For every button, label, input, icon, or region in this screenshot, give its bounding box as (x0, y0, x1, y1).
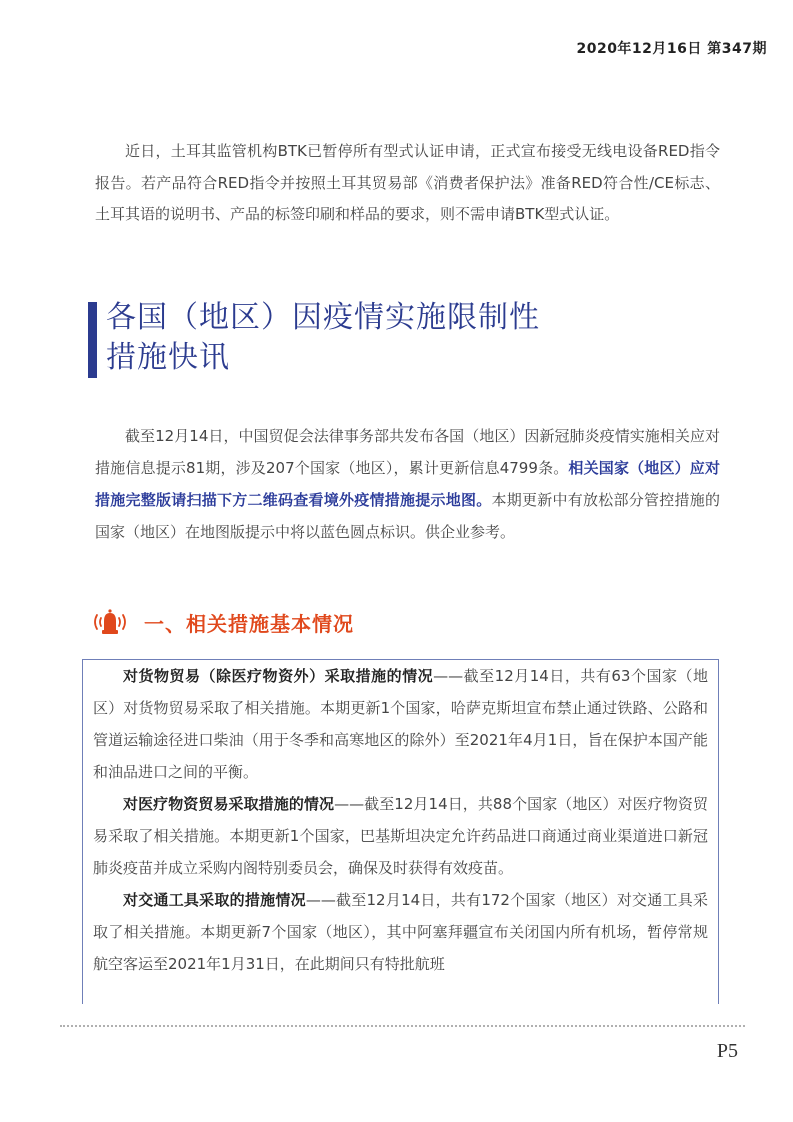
alarm-icon (90, 606, 130, 638)
measure-text-goods: ——截至12月14日，共有63个国家（地区）对货物贸易采取了相关措施。本期更新1个国家，哈萨克斯坦宣布禁止通过铁路、公路和管道运输途径进口柴油（用于冬季和高寒地区的除外）至2021年4月1日，旨在保护本国产能和油品进口之间的平衡。 (93, 667, 708, 781)
issue-date: 2020年12月16日 第347期 (576, 41, 767, 57)
measure-paragraph-medical (93, 788, 708, 884)
measure-paragraph-transport (93, 884, 708, 980)
summary-section (95, 420, 720, 548)
measure-heading-medical: 对医疗物资贸易采取措施的情况 (123, 795, 335, 813)
section-heading (88, 298, 540, 378)
intro-section (95, 136, 720, 231)
measure-heading-transport: 对交通工具采取的措施情况 (123, 891, 306, 909)
summary-text-2: 本期更新中有放松部分管控措施的国家（地区）在地图版提示中将以蓝色圆点标识。供企业参考。 (95, 491, 720, 541)
footer-divider (60, 1025, 745, 1027)
summary-paragraph (95, 420, 720, 548)
qr-map-link-text: 相关国家（地区）应对措施完整版请扫描下方二维码查看境外疫情措施提示地图。 (95, 459, 720, 509)
heading-accent-bar (88, 302, 97, 378)
measures-box (82, 659, 719, 1004)
measure-text-transport: ——截至12月14日，共有172个国家（地区）对交通工具采取了相关措施。本期更新7个国家（地区），其中阿塞拜疆宣布关闭国内所有机场，暂停常规航空客运至2021年1月31日，在此期间只有特批航班 (93, 891, 708, 973)
intro-paragraph: 近日，土耳其监管机构BTK已暂停所有型式认证申请，正式宣布接受无线电设备RED指令报告。若产品符合RED指令并按照土耳其贸易部《消费者保护法》准备RED符合性/CE标志、土耳其语的说明书、产品的标签印刷和样品的要求，则不需申请BTK型式认证。 (95, 142, 720, 223)
measure-text-medical: ——截至12月14日，共88个国家（地区）对医疗物资贸易采取了相关措施。本期更新1个国家，巴基斯坦决定允许药品进口商通过商业渠道进口新冠肺炎疫苗并成立采购内阁特别委员会，确保及时获得有效疫苗。 (93, 795, 708, 877)
heading-line-2: 措施快讯 (106, 340, 230, 375)
subsection-title-text: 一、相关措施基本情况 (144, 611, 354, 636)
page-number: P5 (716, 1040, 738, 1062)
summary-text-1: 截至12月14日，中国贸促会法律事务部共发布各国（地区）因新冠肺炎疫情实施相关应对措施信息提示81期，涉及207个国家（地区），累计更新信息4799条。 (95, 427, 720, 477)
heading-line-1: 各国（地区）因疫情实施限制性 (106, 300, 540, 335)
measure-paragraph-goods (93, 660, 708, 788)
measure-heading-goods: 对货物贸易（除医疗物资外）采取措施的情况 (123, 667, 434, 685)
subsection-title (90, 606, 354, 638)
